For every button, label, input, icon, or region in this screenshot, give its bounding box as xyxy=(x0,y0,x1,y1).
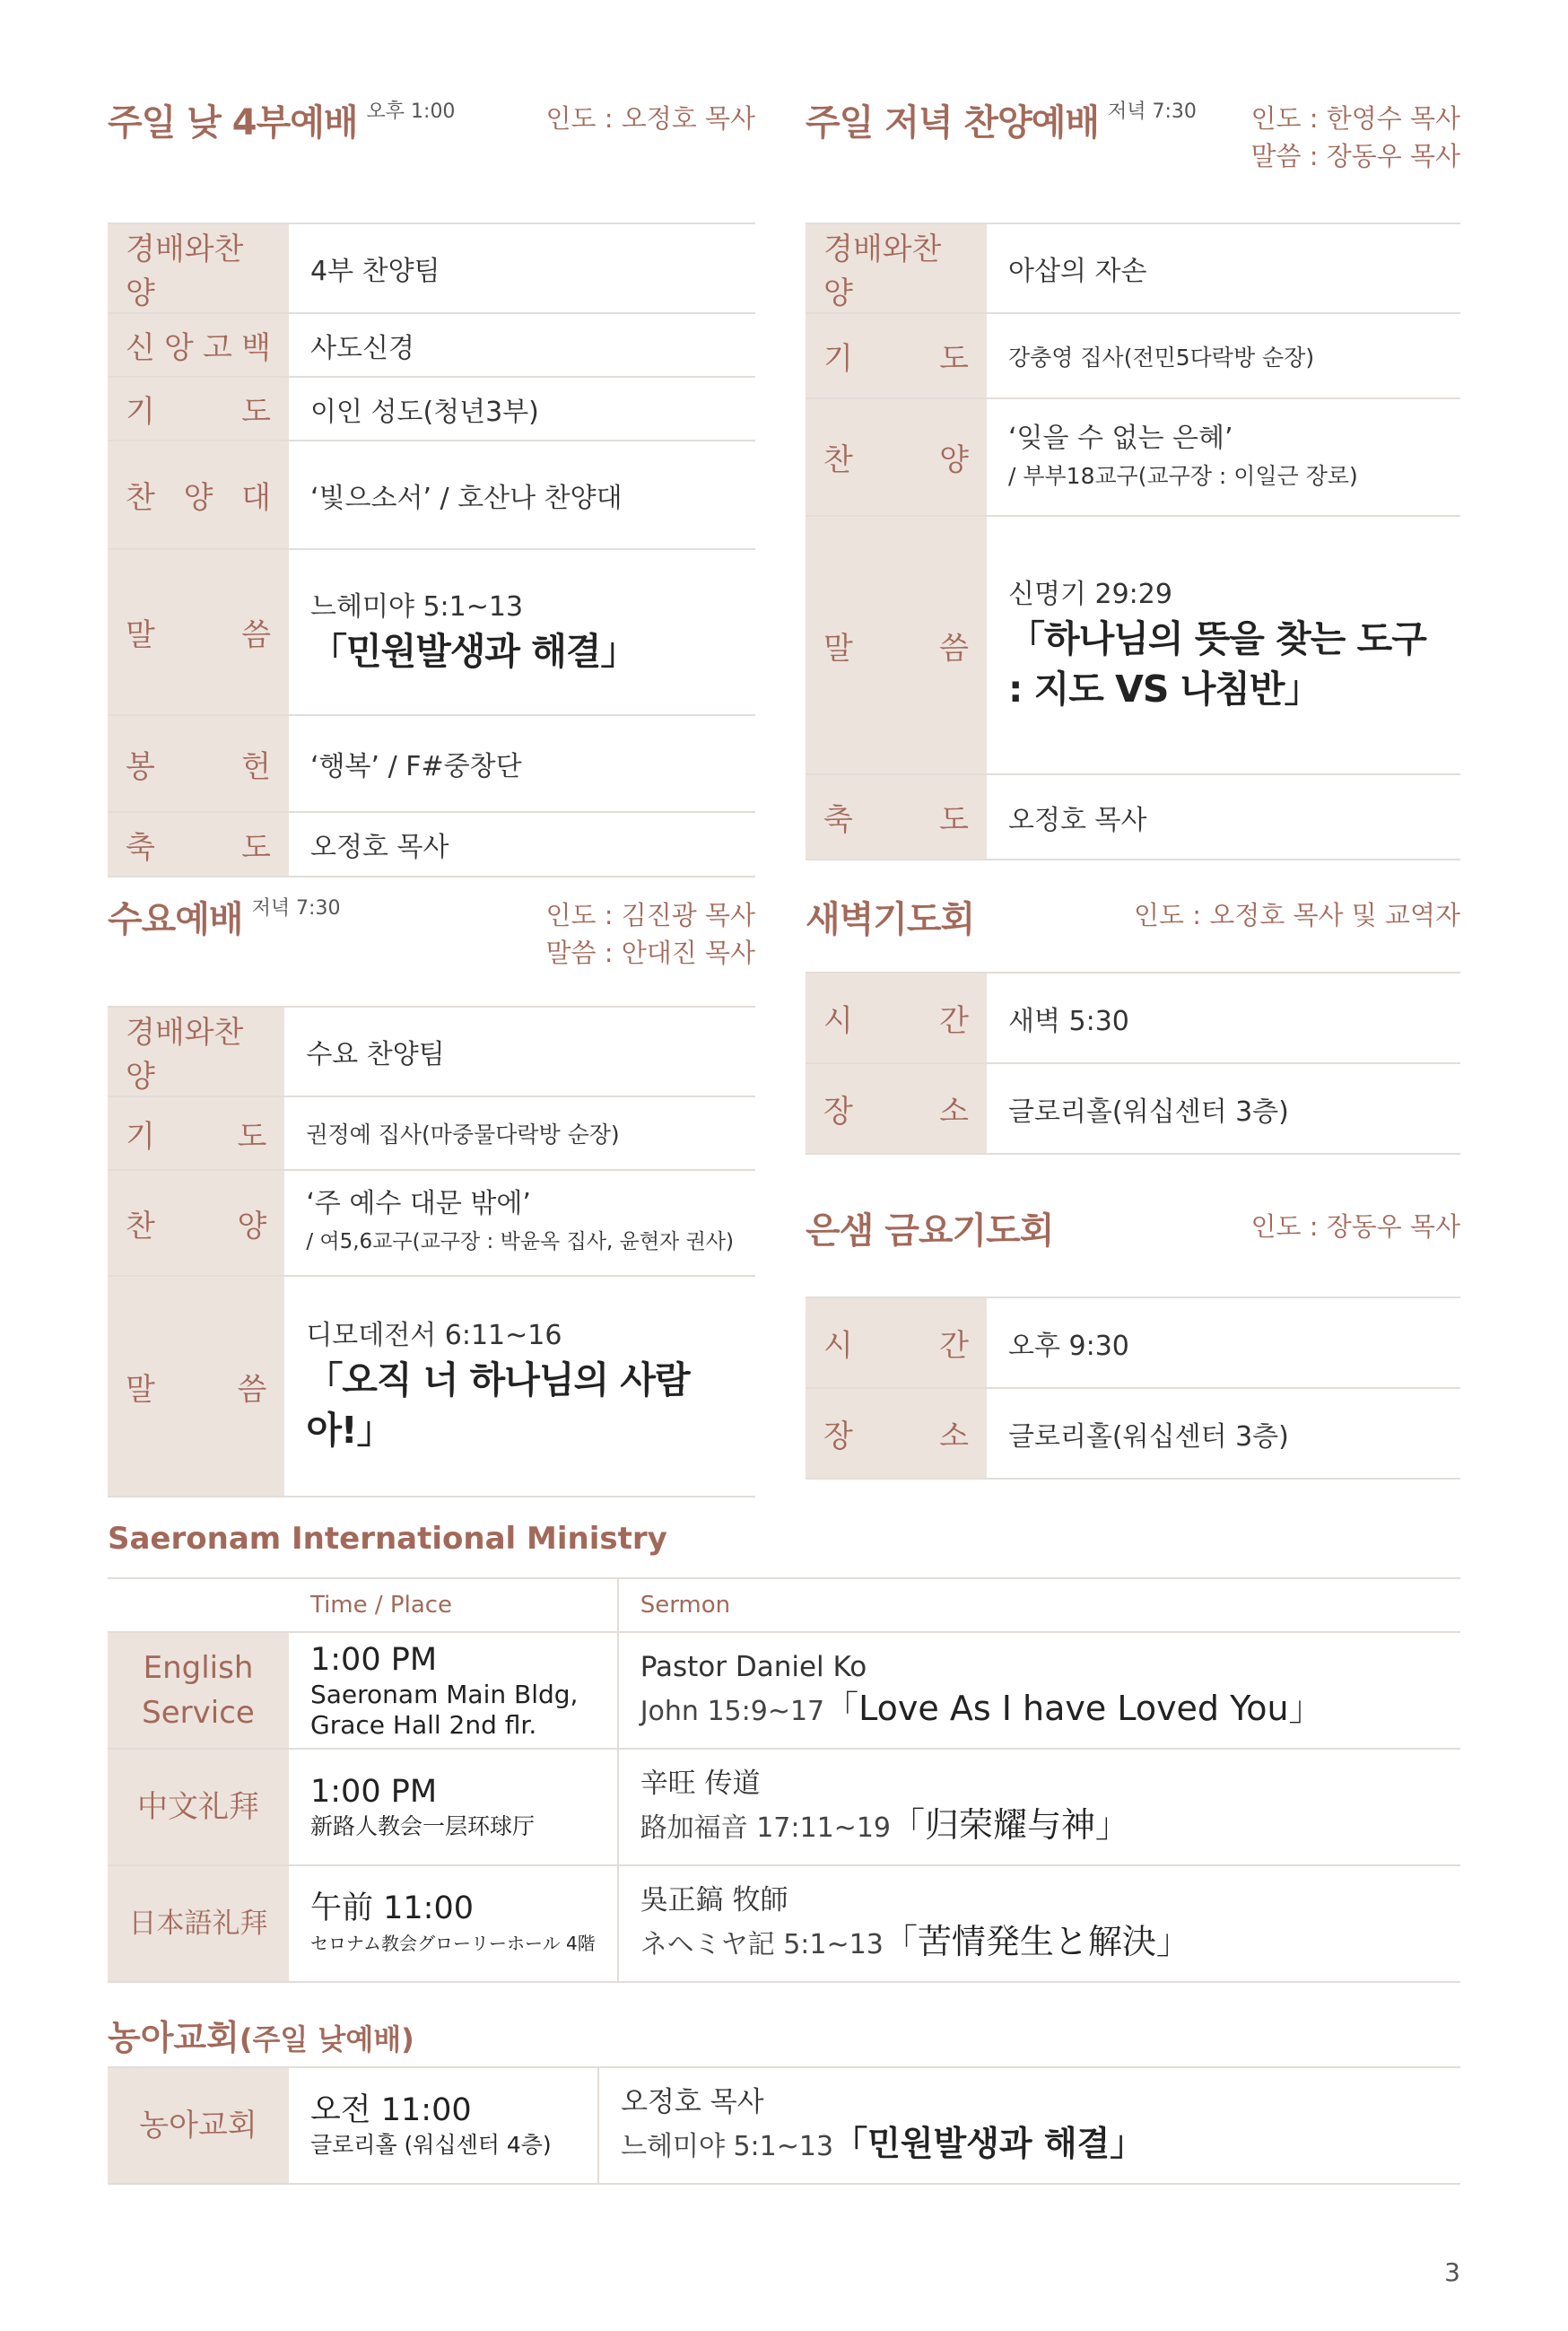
table-row xyxy=(108,812,755,877)
sermon-title: 「민원발생과 해결」 xyxy=(833,2124,1145,2163)
table-row xyxy=(108,377,755,441)
scripture-passage: 느헤미야 5:1~13 xyxy=(310,590,524,623)
row-label: English xyxy=(143,1650,254,1686)
deaf-church-heading: 농아교회(주일 낮예배) xyxy=(108,2018,414,2057)
service-order-table xyxy=(108,1006,755,1497)
row-value: 오정호 목사 xyxy=(310,832,449,863)
row-value: 수요 찬양팀 xyxy=(306,1039,445,1070)
table-row xyxy=(108,1096,755,1170)
table-row xyxy=(806,223,1460,313)
row-label: 경배와찬양 xyxy=(823,231,942,311)
row-label: 中文礼拜 xyxy=(137,1789,259,1825)
row-label: 장 소 xyxy=(823,1094,969,1130)
service-place: 글로리홀 (워십센터 4층) xyxy=(310,2132,552,2158)
row-value: ‘빛으소서’ / 호산나 찬양대 xyxy=(310,482,623,514)
leader-info: 인도 : 오정호 목사 xyxy=(545,103,755,134)
table-row xyxy=(806,1063,1460,1154)
column-header-sermon: Sermon xyxy=(618,1578,1460,1632)
table-row xyxy=(108,1865,1460,1982)
section-title: 수요예배 $^{저녁 7:30}$ xyxy=(108,897,341,940)
row-value: 오정호 목사 xyxy=(1008,804,1147,836)
row-label: 찬 양 xyxy=(823,442,969,478)
row-value: / 부부18교구(교구장 : 이일근 장로) xyxy=(1008,462,1358,489)
sermon-title-line2: : 지도 VS 나침반」 xyxy=(1008,668,1320,711)
row-value: 권정예 집사(마중물다락방 순장) xyxy=(306,1122,620,1148)
section-friday-prayer xyxy=(806,1202,1460,1489)
section-title: 주일 저녁 찬양예배 $^{저녁 7:30}$ xyxy=(806,100,1197,144)
row-label: 기 도 xyxy=(823,341,969,377)
table-row xyxy=(806,1388,1460,1479)
scripture-passage: 느헤미야 5:1~13 xyxy=(621,2131,834,2162)
row-label: 농아교회 xyxy=(139,2108,257,2143)
table-row xyxy=(806,398,1460,516)
table-row xyxy=(108,2067,1460,2184)
service-place: セロナム教会グローリーホール 4階 xyxy=(310,1933,596,1954)
row-label: 장 소 xyxy=(823,1419,969,1454)
service-place: 新路人教会一层环球厅 xyxy=(310,1813,536,1839)
pastor-name: 辛旺 传道 xyxy=(640,1768,761,1800)
leader-info: 인도 : 오정호 목사 및 교역자 xyxy=(1133,900,1460,930)
table-row xyxy=(108,223,755,313)
table-row xyxy=(108,441,755,549)
row-value: 강충영 집사(전민5다락방 순장) xyxy=(1008,344,1315,371)
table-row xyxy=(806,516,1460,774)
sermon-title: 「归荣耀与神」 xyxy=(891,1805,1130,1845)
row-label: 찬 양 대 xyxy=(126,480,271,516)
row-value: 글로리홀(워십센터 3층) xyxy=(1008,1096,1289,1128)
row-label: 축 도 xyxy=(823,802,969,838)
section-wednesday-service xyxy=(108,891,755,1483)
row-label: 기 도 xyxy=(126,394,271,430)
service-place-line2: Grace Hall 2nd flr. xyxy=(310,1710,537,1740)
section-dawn-prayer xyxy=(806,891,1460,1160)
service-time: 저녁 7:30 xyxy=(1107,100,1197,123)
scripture-passage: ネヘミヤ記 5:1~13 xyxy=(640,1929,884,1960)
service-place: Saeronam Main Bldg, xyxy=(310,1680,579,1709)
service-time: 午前 11:00 xyxy=(310,1890,474,1926)
row-label: 신 앙 고 백 xyxy=(126,330,271,366)
leader-info: 인도 : 김진광 목사 말씀 : 안대진 목사 xyxy=(545,900,755,968)
table-row xyxy=(108,1007,755,1096)
scripture-passage: 路加福音 17:11~19 xyxy=(640,1812,891,1844)
table-row xyxy=(108,1170,755,1276)
service-order-table xyxy=(806,972,1460,1155)
deaf-church-table xyxy=(108,2066,1460,2185)
column-header-time-place: Time / Place xyxy=(289,1578,618,1632)
leader-info: 인도 : 장동우 목사 xyxy=(1250,1211,1460,1242)
service-time: 1:00 PM xyxy=(310,1774,438,1810)
row-value: 사도신경 xyxy=(310,332,414,364)
row-value: 글로리홀(워십센터 3층) xyxy=(1008,1420,1289,1453)
service-time: 오전 11:00 xyxy=(310,2092,472,2128)
scripture-passage: 신명기 29:29 xyxy=(1008,579,1172,610)
service-order-table xyxy=(806,1296,1460,1480)
table-row xyxy=(108,1749,1460,1865)
table-row xyxy=(108,313,755,377)
row-value: ‘행복’ / F#중창단 xyxy=(310,751,522,782)
row-value: 아삽의 자손 xyxy=(1008,256,1147,287)
row-label: 찬 양 xyxy=(126,1208,267,1244)
leader-info: 인도 : 한영수 목사 말씀 : 장동우 목사 xyxy=(1250,103,1460,171)
section-title: 주일 낮 4부예배 $^{오후 1:00}$ xyxy=(108,100,456,144)
international-ministry-table xyxy=(108,1577,1460,1983)
section-title: 새벽기도회 xyxy=(806,899,975,940)
service-order-table xyxy=(108,223,755,877)
row-value: 4부 찬양팀 xyxy=(310,256,440,287)
row-label: 말 씀 xyxy=(126,617,271,653)
table-row xyxy=(806,973,1460,1063)
pastor-name: Pastor Daniel Ko xyxy=(640,1651,867,1683)
table-row xyxy=(806,313,1460,398)
international-ministry-heading: Saeronam International Ministry xyxy=(108,1521,667,1557)
row-label: 경배와찬양 xyxy=(126,231,244,311)
sermon-title: 「苦情発生と解決」 xyxy=(883,1922,1190,1961)
table-row xyxy=(806,774,1460,860)
pastor-name: 吳正鎬 牧師 xyxy=(640,1884,788,1916)
row-label: 말 씀 xyxy=(126,1371,267,1408)
section-sunday-4th-service xyxy=(108,94,755,866)
row-label: 축 도 xyxy=(126,829,271,866)
row-label: 기 도 xyxy=(126,1118,267,1155)
section-sunday-evening-service xyxy=(806,94,1460,857)
table-header-row xyxy=(108,1578,1460,1632)
row-label: 봉 헌 xyxy=(126,748,271,785)
row-value: ‘주 예수 대문 밖에’ xyxy=(306,1188,531,1219)
service-time: 오후 1:00 xyxy=(366,100,456,123)
row-label: 시 간 xyxy=(823,1003,969,1039)
row-value: / 여5,6교구(교구장 : 박윤옥 집사, 윤현자 권사) xyxy=(306,1230,734,1253)
service-time: 1:00 PM xyxy=(310,1642,438,1678)
section-title: 은샘 금요기도회 xyxy=(806,1210,1054,1252)
service-time: 저녁 7:30 xyxy=(251,897,341,920)
service-order-table xyxy=(806,223,1460,860)
row-label: 시 간 xyxy=(823,1328,969,1364)
row-value: 오후 9:30 xyxy=(1008,1330,1129,1362)
sermon-title: 「민원발생과 해결」 xyxy=(310,629,637,673)
row-label: 日本語礼拜 xyxy=(128,1908,268,1940)
row-value: 이인 성도(청년3부) xyxy=(310,396,539,428)
sermon-title: 「오직 너 하나님의 사람아!」 xyxy=(306,1358,690,1452)
sermon-title: 「하나님의 뜻을 찾는 도구 xyxy=(1008,617,1426,660)
row-label: 말 씀 xyxy=(823,630,969,667)
table-row xyxy=(108,1632,1460,1749)
sermon-title: 「Love As I have Loved You」 xyxy=(824,1689,1323,1728)
table-row xyxy=(108,1276,755,1497)
row-value: ‘잊을 수 없는 은혜’ xyxy=(1008,422,1233,454)
row-label-line2: Service xyxy=(142,1695,255,1731)
row-label: 경배와찬양 xyxy=(126,1015,244,1095)
page-number: 3 xyxy=(1444,2257,1460,2287)
pastor-name: 오정호 목사 xyxy=(621,2086,764,2118)
scripture-passage: 디모데전서 6:11~16 xyxy=(306,1320,562,1351)
table-row xyxy=(806,1297,1460,1388)
table-row xyxy=(108,715,755,812)
scripture-passage: John 15:9~17 xyxy=(640,1696,825,1727)
row-value: 새벽 5:30 xyxy=(1008,1005,1129,1037)
table-row xyxy=(108,549,755,715)
